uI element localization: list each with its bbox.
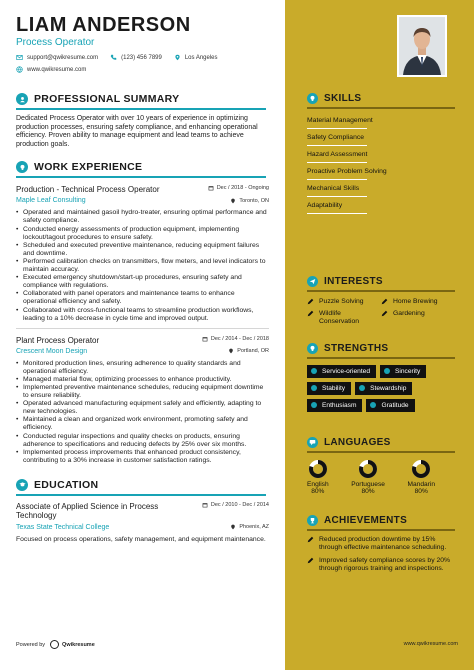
job-bullets [16, 360, 269, 465]
list-item: • Implemented preventive maintenance schedules, reducing equipment downtime to ensure reliability. [16, 384, 269, 400]
languages-rule [307, 451, 455, 453]
experience-rule [16, 176, 266, 178]
interests-title: INTERESTS [324, 276, 383, 287]
languages-section [307, 437, 455, 495]
pen-icon [381, 298, 388, 305]
list-item: Wildlife Conservation [307, 310, 381, 326]
list-item: Hazard Assessment [307, 150, 368, 158]
strength-chip: Stability [307, 382, 351, 395]
strengths-title: STRENGTHS [324, 343, 389, 354]
skills-title: SKILLS [324, 93, 362, 104]
qwikresume-logo-icon [50, 640, 59, 649]
job-bullets [16, 209, 269, 322]
dot-icon [384, 368, 390, 374]
language-item [307, 459, 329, 495]
list-item: Puzzle Solving [307, 298, 381, 306]
email-text: support@qwikresume.com [27, 54, 99, 61]
experience-heading [16, 161, 269, 173]
interests-list [307, 298, 455, 326]
list-item: Adaptability [307, 201, 343, 209]
language-name: Mandarin [407, 480, 435, 488]
candidate-role: Process Operator [16, 37, 95, 48]
powered-by-label: Powered by [16, 641, 46, 648]
bulb-icon [307, 343, 318, 354]
calendar-icon [202, 336, 208, 342]
languages-title: LANGUAGES [324, 437, 391, 448]
education-sub [16, 524, 269, 531]
list-item: Home Brewing [381, 298, 455, 306]
job-title: Plant Process Operator [16, 335, 100, 345]
list-item: • Collaborated with cross-functional teams to streamline production workflows, leading to a 10% decrease in cycle time and improved output. [16, 307, 269, 323]
list-item: • Maintained a clean and organized work environment, promoting safety and efficiency. [16, 416, 269, 432]
job-company: Crescent Moon Design [16, 347, 88, 355]
bulb-icon [16, 161, 28, 173]
dot-icon [370, 402, 376, 408]
summary-title: PROFESSIONAL SUMMARY [34, 93, 180, 105]
education-text: Focused on process operations, safety management, and equipment maintenance. [16, 535, 266, 543]
website-text: www.qwikresume.com [27, 66, 87, 73]
education-entry [16, 502, 269, 521]
profile-photo [397, 15, 447, 77]
interests-section [307, 276, 455, 326]
footer-url[interactable]: www.qwikresume.com [403, 641, 458, 647]
education-rule [16, 494, 266, 496]
pen-icon [307, 298, 314, 305]
language-level-ring [358, 459, 378, 479]
strengths-rule [307, 357, 455, 359]
strength-chip: Service-oriented [307, 365, 376, 378]
list-item: • Conducted energy assessments of production equipment, implementing lockout/tagout procedures to ensure safety. [16, 226, 269, 242]
language-level-ring [308, 459, 328, 479]
education-title: EDUCATION [34, 478, 99, 491]
globe-icon [16, 66, 23, 73]
job-location: Portland, OR [228, 348, 269, 354]
dot-icon [311, 368, 317, 374]
list-item: • Managed material flow, optimizing processes to enhance productivity. [16, 376, 269, 384]
bulb-icon [307, 93, 318, 104]
education-location: Phoenix, AZ [230, 524, 269, 530]
strength-chip: Enthusiasm [307, 399, 362, 412]
language-name: English [307, 480, 329, 488]
phone-icon [110, 54, 117, 61]
job-location: Toronto, ON [230, 198, 269, 204]
list-item: Improved safety compliance scores by 20% through rigorous training and inspections. [307, 557, 455, 573]
interests-rule [307, 290, 455, 292]
language-level: 80% [361, 487, 375, 495]
list-item: • Performed calibration checks on transmitters, flow meters, and level indicators to maintain accuracy. [16, 258, 269, 274]
calendar-icon [208, 185, 214, 191]
summary-rule [16, 108, 266, 110]
skills-section [307, 93, 455, 214]
list-item: Gardening [381, 310, 455, 326]
trophy-icon [307, 515, 318, 526]
strength-chip: Stewardship [355, 382, 412, 395]
email-icon [16, 54, 23, 61]
dot-icon [311, 385, 317, 391]
languages-list [307, 459, 435, 495]
paper-plane-icon [307, 276, 318, 287]
user-icon [16, 93, 28, 105]
list-item: Material Management [307, 116, 373, 124]
job-entry [16, 185, 269, 328]
list-item: Reduced production downtime by 15% through effective maintenance scheduling. [307, 536, 455, 552]
contact-row [16, 54, 269, 61]
pen-icon [307, 310, 314, 317]
achievements-rule [307, 529, 455, 531]
list-item: Mechanical Skills [307, 184, 360, 192]
school-name: Texas State Technical College [16, 523, 110, 531]
list-item: • Operated and maintained gasoil hydro-treater, ensuring optimal performance and safety compliance. [16, 209, 269, 225]
list-item: • Scheduled and executed preventive maintenance, reducing equipment failures and downtime. [16, 242, 269, 258]
job-dates: Dec / 2018 - Ongoing [208, 185, 269, 191]
pen-icon [307, 557, 314, 564]
education-dates: Dec / 2010 - Dec / 2014 [202, 502, 269, 508]
achievements-section [307, 515, 455, 573]
achievements-title: ACHIEVEMENTS [324, 515, 408, 526]
pin-icon [230, 198, 236, 204]
graduation-cap-icon [16, 479, 28, 491]
language-name: Portuguese [351, 480, 385, 488]
pen-icon [307, 536, 314, 543]
job-company: Maple Leaf Consulting [16, 197, 86, 205]
footer [16, 640, 95, 649]
strength-chip: Gratitude [366, 399, 414, 412]
language-item [408, 459, 436, 495]
pin-icon [230, 524, 236, 530]
list-item: Proactive Problem Solving [307, 167, 387, 175]
phone-text: (123) 456 7899 [121, 54, 162, 61]
language-level-ring [411, 459, 431, 479]
person-avatar [399, 17, 445, 75]
brand-name[interactable]: Qwikresume [62, 641, 95, 648]
summary-text: Dedicated Process Operator with over 10 years of experience in optimizing production processes, ensuring safety compliance, and enhancing operational efficiency. Proven ability to manage equipment and lead teams to achieve production goals. [16, 115, 258, 148]
summary-heading [16, 93, 269, 105]
calendar-icon [202, 502, 208, 508]
skill-divider [307, 213, 367, 214]
location-pin-icon [174, 54, 181, 61]
list-item: • Implemented process improvements that enhanced product consistency, contributing to a 30% increase in customer satisfaction ratings. [16, 449, 269, 465]
education-heading [16, 479, 269, 491]
pen-icon [381, 310, 388, 317]
strengths-section [307, 343, 455, 412]
dot-icon [311, 402, 317, 408]
location-text: Los Angeles [184, 54, 218, 61]
contact-row-web [16, 66, 269, 73]
contact-email[interactable] [16, 54, 98, 61]
list-item: • Operated advanced manufacturing equipment safely and efficiently, adapting to new technologies. [16, 400, 269, 416]
job-title: Production - Technical Process Operator [16, 185, 160, 195]
list-item: • Collaborated with panel operators and maintenance teams to enhance operational efficiency and safety. [16, 290, 269, 306]
skills-list [307, 112, 455, 214]
degree-title: Associate of Applied Science in Process Technology [16, 501, 159, 521]
list-item: • Executed emergency shutdown/start-up procedures, ensuring safety and compliance with regulations. [16, 274, 269, 290]
dot-icon [359, 385, 365, 391]
language-level: 80% [311, 487, 325, 495]
strength-chip: Sincerity [380, 365, 426, 378]
job-entry [16, 336, 269, 465]
contact-phone[interactable] [110, 54, 162, 61]
job-divider [16, 328, 269, 329]
language-level: 80% [414, 487, 428, 495]
candidate-name: LIAM ANDERSON [16, 14, 191, 36]
list-item: Safety Compliance [307, 133, 365, 141]
sidebar [285, 0, 474, 670]
experience-title: WORK EXPERIENCE [34, 161, 143, 174]
skills-rule [307, 107, 455, 109]
pin-icon [228, 348, 234, 354]
job-dates: Dec / 2014 - Dec / 2018 [202, 336, 269, 342]
language-item [351, 459, 385, 495]
achievements-list [307, 536, 455, 573]
contact-website[interactable] [16, 66, 86, 73]
strengths-list [307, 365, 455, 412]
speech-icon [307, 437, 318, 448]
list-item: • Conducted regular inspections and quality checks on products, ensuring adherence to specifications and reducing defects by 25% over six months. [16, 433, 269, 449]
list-item: • Monitored production lines, ensuring adherence to quality standards and operational efficiency. [16, 360, 269, 376]
contact-location [174, 54, 218, 61]
